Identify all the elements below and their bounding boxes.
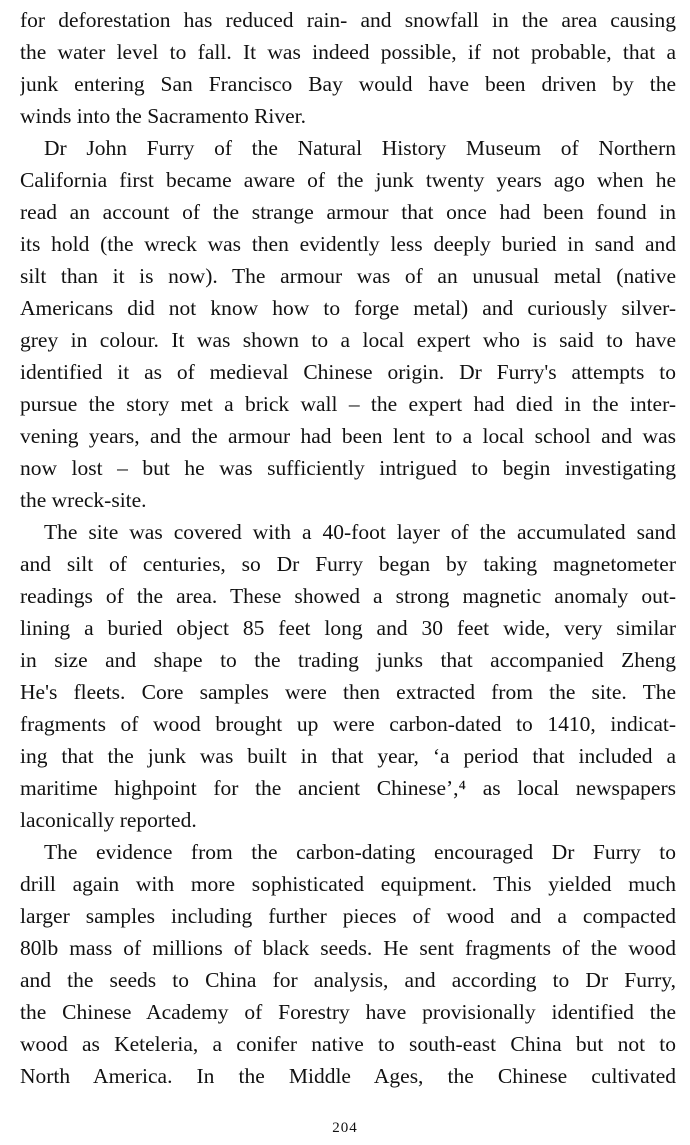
- text-line: readings of the area. These showed a strong magnetic anomaly out-: [20, 584, 676, 608]
- text-line: grey in colour. It was shown to a local expert who is said to have: [20, 328, 676, 352]
- text-line: vening years, and the armour had been lent to a local school and was: [20, 424, 676, 448]
- text-line: Dr John Furry of the Natural History Museum of Northern: [44, 136, 676, 160]
- text-line: for deforestation has reduced rain- and snowfall in the area causing: [20, 8, 676, 32]
- text-line: drill again with more sophisticated equipment. This yielded much: [20, 872, 676, 896]
- text-line: now lost – but he was sufficiently intrigued to begin investigating: [20, 456, 676, 480]
- text-line: the water level to fall. It was indeed possible, if not probable, that a: [20, 40, 676, 64]
- text-line: identified it as of medieval Chinese origin. Dr Furry's attempts to: [20, 360, 676, 384]
- text-line: California first became aware of the junk twenty years ago when he: [20, 168, 676, 192]
- text-line: and the seeds to China for analysis, and according to Dr Furry,: [20, 968, 676, 992]
- text-line: larger samples including further pieces of wood and a compacted: [20, 904, 676, 928]
- text-line: pursue the story met a brick wall – the expert had died in the inter-: [20, 392, 676, 416]
- text-line: fragments of wood brought up were carbon-dated to 1410, indicat-: [20, 712, 676, 736]
- text-line: 80lb mass of millions of black seeds. He sent fragments of the wood: [20, 936, 676, 960]
- text-line: silt than it is now). The armour was of an unusual metal (native: [20, 264, 676, 288]
- text-line: wood as Keteleria, a conifer native to south-east China but not to: [20, 1032, 676, 1056]
- text-line: the Chinese Academy of Forestry have provisionally identified the: [20, 1000, 676, 1024]
- text-line: maritime highpoint for the ancient Chinese’,⁴ as local newspapers: [20, 776, 676, 800]
- text-line: ing that the junk was built in that year, ‘a period that included a: [20, 744, 676, 768]
- text-line: the wreck-site.: [20, 488, 147, 512]
- text-line: North America. In the Middle Ages, the Chinese cultivated: [20, 1064, 676, 1088]
- text-line: its hold (the wreck was then evidently less deeply buried in sand and: [20, 232, 676, 256]
- page-body-text: [20, 4, 676, 1092]
- text-line: winds into the Sacramento River.: [20, 104, 307, 128]
- text-line: junk entering San Francisco Bay would have been driven by the: [20, 72, 676, 96]
- text-line: in size and shape to the trading junks that accompanied Zheng: [20, 648, 676, 672]
- page-number: 204: [332, 1120, 358, 1136]
- text-line: and silt of centuries, so Dr Furry began by taking magnetometer: [20, 552, 676, 576]
- text-line: He's fleets. Core samples were then extracted from the site. The: [20, 680, 676, 704]
- text-line: lining a buried object 85 feet long and 30 feet wide, very similar: [20, 616, 676, 640]
- text-line: The site was covered with a 40-foot layer of the accumulated sand: [44, 520, 676, 544]
- text-line: Americans did not know how to forge metal) and curiously silver-: [20, 296, 676, 320]
- text-line: read an account of the strange armour that once had been found in: [20, 200, 676, 224]
- text-line: laconically reported.: [20, 808, 197, 832]
- text-line: The evidence from the carbon-dating encouraged Dr Furry to: [44, 840, 676, 864]
